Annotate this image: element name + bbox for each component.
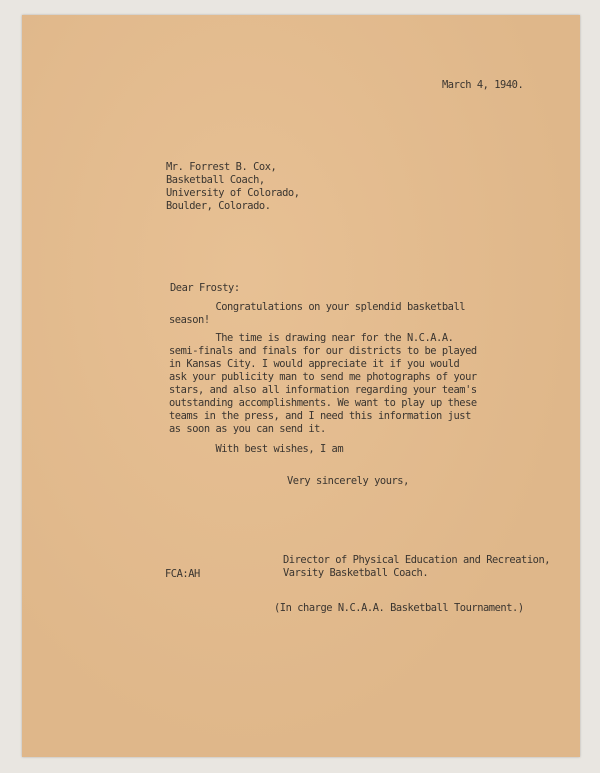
paragraph2-line-6: outstanding accomplishments. We want to play up these (169, 397, 477, 409)
address-line-4: Boulder, Colorado. (166, 200, 271, 212)
paragraph2-line-1: The time is drawing near for the N.C.A.A. (169, 332, 454, 344)
paragraph2-line-4: ask your publicity man to send me photographs of your (169, 371, 477, 383)
paragraph2-line-3: in Kansas City. I would appreciate it if you would (169, 358, 460, 370)
letter-date: March 4, 1940. (442, 79, 524, 91)
paragraph2-line-2: semi-finals and finals for our districts to be played (169, 345, 477, 357)
signature-title-2: Varsity Basketball Coach. (283, 567, 429, 579)
letter-page (22, 15, 580, 757)
paragraph1-line-2: season! (169, 314, 210, 326)
paragraph2-line-7: teams in the press, and I need this information just (169, 410, 471, 422)
address-line-2: Basketball Coach, (166, 174, 265, 186)
signature-title-1: Director of Physical Education and Recreation, (283, 554, 551, 566)
typist-initials: FCA:AH (165, 568, 200, 580)
paragraph1-line-1: Congratulations on your splendid basketball (169, 301, 466, 313)
paragraph2-line-5: stars, and also all information regarding your team's (169, 384, 477, 396)
closing: Very sincerely yours, (287, 475, 409, 487)
salutation: Dear Frosty: (170, 282, 240, 294)
paragraph2-line-8: as soon as you can send it. (169, 423, 326, 435)
paragraph3: With best wishes, I am (169, 443, 344, 455)
in-charge-note: (In charge N.C.A.A. Basketball Tournament.) (274, 602, 524, 614)
address-line-1: Mr. Forrest B. Cox, (166, 161, 277, 173)
address-line-3: University of Colorado, (166, 187, 300, 199)
